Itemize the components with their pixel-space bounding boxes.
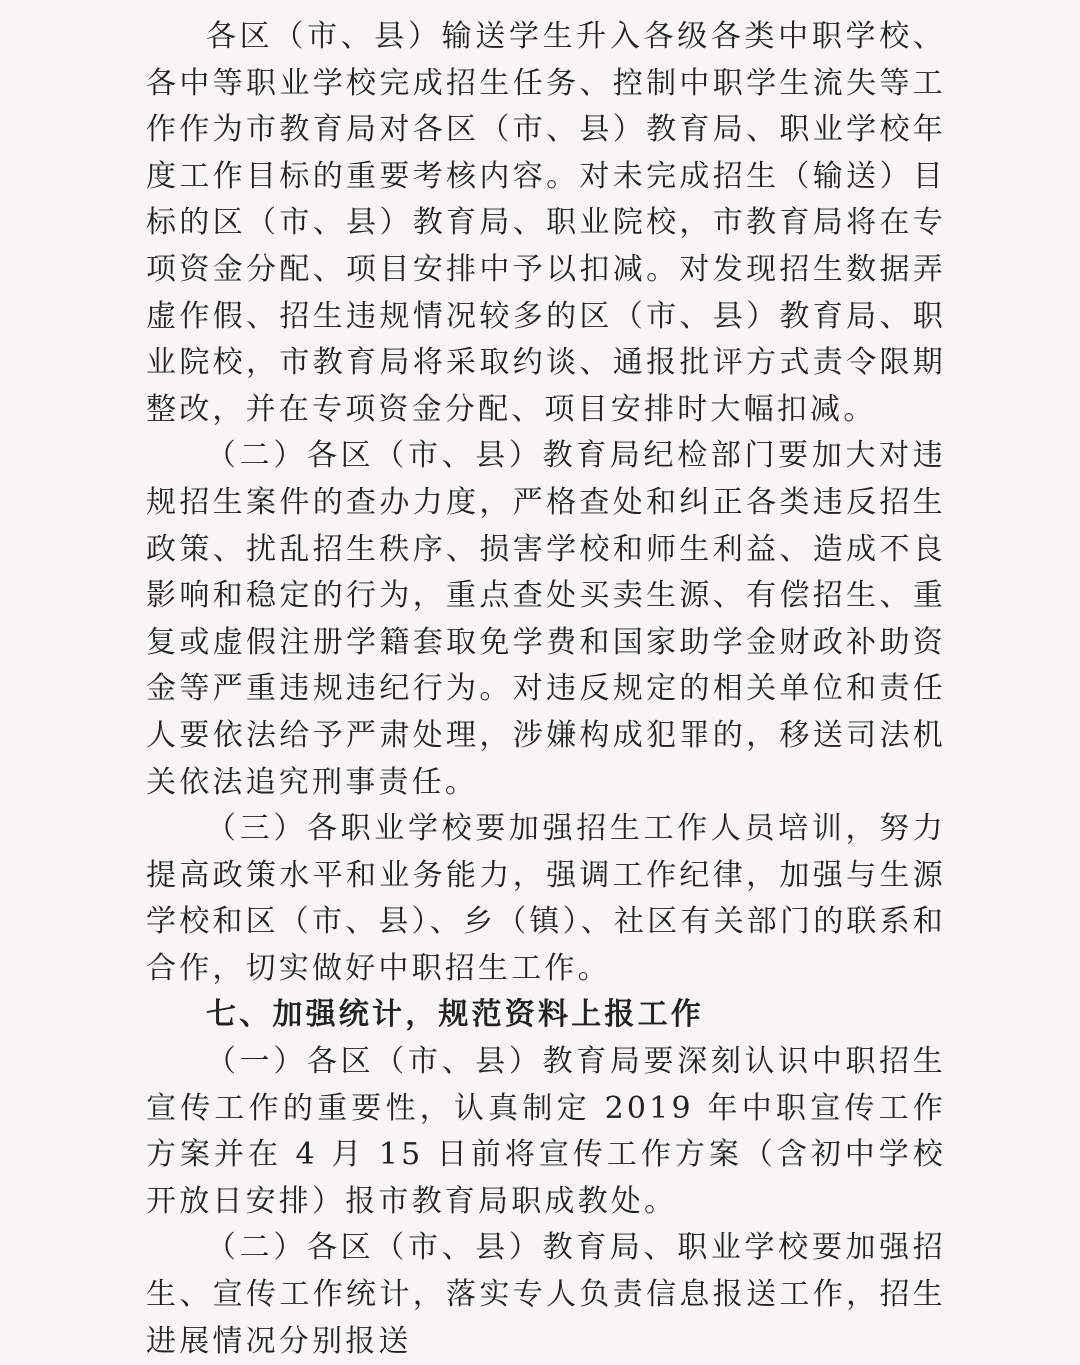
document-body	[146, 14, 946, 1365]
paragraph-staff-training: （三）各职业学校要加强招生工作人员培训，努力提高政策水平和业务能力，强调工作纪律，加强与生源学校和区（市、县）、乡（镇）、社区有关部门的联系和合作，切实做好中职招生工作。	[146, 811, 946, 986]
paragraph-discipline-inspection: （二）各区（市、县）教育局纪检部门要加大对违规招生案件的查办力度，严格查处和纠正各类违反招生政策、扰乱招生秩序、损害学校和师生利益、造成不良影响和稳定的行为，重点查处买卖生源、有偿招生、重复或虚假注册学籍套取免学费和国家助学金财政补助资金等严重违规违纪行为。对违反规定的相关单位和责任人要依法给予严肃处理，涉嫌构成犯罪的，移送司法机关依法追究刑事责任。	[146, 438, 946, 800]
section-heading: 七、加强统计，规范资料上报工作	[206, 997, 704, 1033]
paragraph-performance-assessment: 各区（市、县）输送学生升入各级各类中职学校、各中等职业学校完成招生任务、控制中职学生流失等工作作为市教育局对各区（市、县）教育局、职业学校年度工作目标的重要考核内容。对未完成招生（输送）目标的区（市、县）教育局、职业院校，市教育局将在专项资金分配、项目安排中予以扣减。对发现招生数据弄虚作假、招生违规情况较多的区（市、县）教育局、职业院校，市教育局将采取约谈、通报批评方式责令限期整改，并在专项资金分配、项目安排时大幅扣减。	[146, 19, 946, 427]
paragraph-statistics-reporting: （二）各区（市、县）教育局、职业学校要加强招生、宣传工作统计，落实专人负责信息报送工作，招生进展情况分别报送	[146, 1230, 946, 1359]
paragraph-publicity-plan: （一）各区（市、县）教育局要深刻认识中职招生宣传工作的重要性，认真制定 2019 年中职宣传工作方案并在 4 月 15 日前将宣传工作方案（含初中学校开放日安排）报市教育局职成教处。	[146, 1044, 946, 1219]
